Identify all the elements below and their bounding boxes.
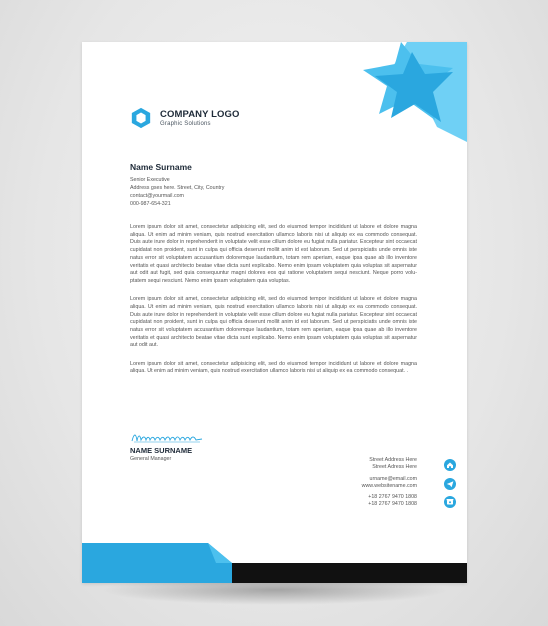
contact-phones: [267, 494, 417, 508]
recipient-block: [130, 162, 224, 208]
paper-plane-icon: [444, 478, 456, 490]
hexagon-icon: [130, 107, 152, 129]
recipient-email: contact@yourmail.com: [130, 193, 184, 199]
body-paragraph-2: Lorem ipsum dolor sit amet, consectetur adipisicing elit, sed do eiusmod tempor incididunt ut labore et dolore magna aliqua. Ut enim ad minim veniam, quis nostrud exercitation ullamco laboris nisi ut aliquip ex ea commodo consequat. Duis aute irure dolor in reprehenderit in voluptate velit esse cillum dolore eu fugiat nulla pariatur. Excepteur sint occaecat cupidatat non proident, sunt in culpa qui officia deserunt mollit anim id est laborum. Sed ut perspiciatis unde omnis iste natus error sit voluptatem accusantium doloremque laudantium, totam rem aperiam, eaque ipsa quae ab illo inventore veritatis et quasi architecto beatae vitae dicta sunt explicabo. Nemo enim ipsam voluptatem quia voluptas sit aspernatur aut odit aut.: [130, 296, 417, 349]
letterhead-page: [82, 42, 467, 583]
contact-phone-2: +18 2767 9470 1808: [368, 501, 417, 507]
sender-title: General Manager: [130, 456, 172, 462]
recipient-phone: 000-987-654-321: [130, 201, 171, 207]
recipient-title: Senior Executive: [130, 177, 170, 183]
sender-name: NAME SURNAME: [130, 446, 193, 455]
address-line-2: Street Adress Here: [372, 464, 417, 470]
company-name: COMPANY LOGO: [160, 109, 240, 120]
recipient-address: Address gses here. Street, City, Country: [130, 185, 225, 191]
company-logo: [130, 107, 240, 129]
address-line-1: Street Address Here: [369, 457, 417, 463]
star-decoration-icon: [357, 42, 467, 142]
contact-website: www.websitename.com: [361, 483, 417, 489]
company-tagline: Graphic Solutions: [160, 121, 211, 127]
footer-accent-shape: [82, 543, 232, 583]
handwritten-signature: [130, 430, 210, 444]
recipient-name: Name Surname: [130, 162, 192, 172]
letter-body: [130, 224, 417, 386]
home-icon: [444, 459, 456, 471]
body-paragraph-1: Lorem ipsum dolor sit amet, consectetur adipisicing elit, sed do eiusmod tempor incididunt ut labore et dolore magna aliqua. Ut enim ad minim veniam, quis nostrud exercitation ullamco laboris nisi ut aliquip ex ea commodo consequat. Duis aute irure dolor in reprehenderit in voluptate velit esse cillum dolore eu fugiat nulla pariatur. Excepteur sint occaecat cupidatat non proident, sunt in culpa qui officia deserunt mollit anim id est laborum. Sed ut perspiciatis unde omnis iste natus error sit voluptatem accusantium doloremque laudantium, totam rem aperiam, eaque ipsa quae ab illo inventore veritatis et quasi architecto beatae vitae dicta sunt explicabo. Nemo enim ipsam voluptatem quia voluptas sit aspernatur aut odit aut fugit, sed quia consequuntur magni dolores eos qui ratione voluptatem sequi nesciunt. Neque porro volu-ptatem sequi nesciunt. Nemo enim ipsam voluptatem quia voluptas.: [130, 224, 417, 284]
contact-online: [267, 476, 417, 490]
contact-email: urname@email.com: [369, 476, 417, 482]
telephone-icon: [444, 496, 456, 508]
contact-phone-1: +18 2767 9470 1808: [368, 494, 417, 500]
body-paragraph-3: Lorem ipsum dolor sit amet, consectetur adipisicing elit, sed do eiusmod tempor incididunt ut labore et dolore magna aliqua. Ut enim ad minim veniam, quis nostrud exercitation ullamco laboris nisi ut aliquip ex ea commodo consequat. .: [130, 360, 417, 375]
contact-address: [267, 457, 417, 471]
